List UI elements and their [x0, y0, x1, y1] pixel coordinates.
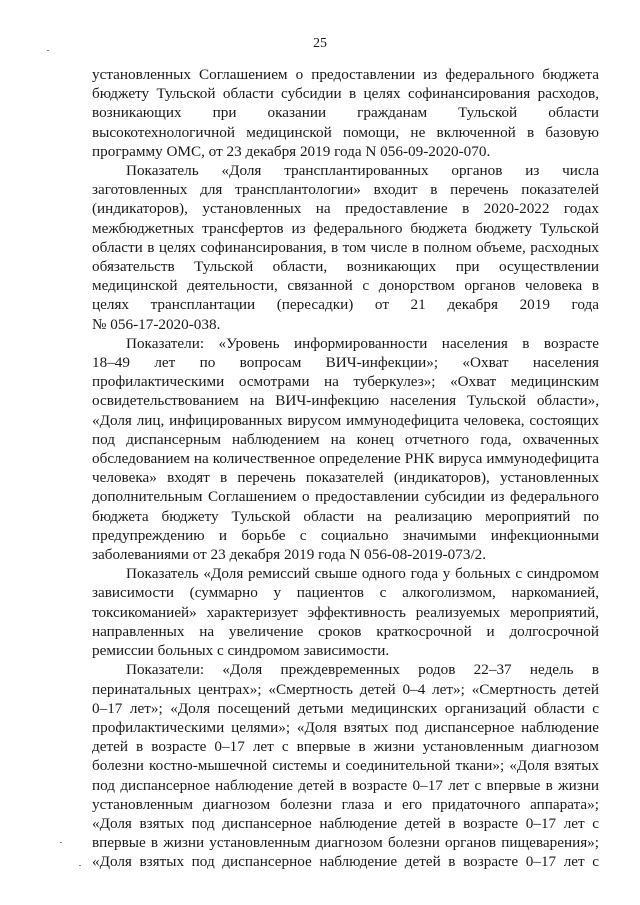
text-line: перинатальных центрах»; «Смертность детей 0–4 лет»; «Смертность детей — [92, 680, 599, 698]
text-line: «Доля взятых под диспансерное наблюдение детей в возрасте 0–17 лет с — [92, 814, 599, 832]
text-line: профилактическими осмотрами на туберкулез»; «Охват медицинским — [92, 373, 599, 391]
text-line: Показатели: «Уровень информированности населения в возрасте — [126, 334, 599, 352]
text-line: заготовленных для трансплантологии» входит в перечень показателей — [92, 181, 599, 199]
text-line: (индикаторов), установленных на предоставление в 2020-2022 годах — [92, 200, 599, 218]
text-line: обследованием на количественное определение РНК вируса иммунодефицита — [92, 450, 599, 468]
text-line: бюджету Тульской области субсидии в целях софинансирования расходов, — [92, 85, 599, 103]
scan-speck — [47, 50, 49, 51]
text-line: заболеваниями от 23 декабря 2019 года N 056-08-2019-073/2. — [92, 546, 487, 564]
scan-speck — [60, 842, 62, 843]
text-line: профилактическими целями»; «Доля взятых под диспансерное наблюдение — [92, 718, 599, 736]
text-line: «Доля лиц, инфицированных вирусом иммунодефицита человека, состоящих — [92, 411, 599, 429]
text-line: целях трансплантации (пересадки) от 21 декабря 2019 года — [92, 296, 599, 314]
text-line: области в целях софинансирования, в том числе в полном объеме, расходных — [92, 238, 599, 256]
text-line: освидетельствованием на ВИЧ-инфекцию населения Тульской области», — [92, 392, 599, 410]
text-line: токсикоманией» характеризует эффективность реализуемых мероприятий, — [92, 603, 599, 621]
paragraph-agreement-omc — [92, 65, 599, 161]
paragraph-transplant-indicator — [92, 161, 599, 334]
paragraph-child-health-indicators — [92, 660, 599, 871]
text-line: ремиссии больных с синдромом зависимости. — [92, 642, 390, 660]
paragraph-hiv-indicators — [92, 334, 599, 564]
page-number: 25 — [313, 36, 327, 51]
text-line: возникающих при оказании гражданам Тульской области — [92, 104, 599, 122]
document-body — [92, 65, 599, 872]
text-line: 0–17 лет»; «Доля посещений детьми медицинских организаций области с — [92, 699, 599, 717]
text-line: обязательств Тульской области, возникающих при осуществлении — [92, 258, 599, 276]
scan-speck — [79, 865, 81, 866]
text-line: впервые в жизни установленным диагнозом болезни органов пищеварения»; — [92, 834, 599, 852]
text-line: высокотехнологичной медицинской помощи, не включенной в базовую — [92, 123, 599, 141]
paragraph-remission-indicator — [92, 564, 599, 660]
text-line: детей в возрасте 0–17 лет с впервые в жизни установленным диагнозом — [92, 738, 599, 756]
text-line: Показатели: «Доля преждевременных родов 22–37 недель в — [126, 661, 599, 679]
text-line: Показатель «Доля трансплантированных органов из числа — [126, 162, 599, 180]
text-line: бюджета бюджету Тульской области на реализацию мероприятий по — [92, 507, 599, 525]
text-line: под диспансерное наблюдение детей в возрасте 0–17 лет с впервые в жизни — [92, 776, 599, 794]
text-line: № 056-17-2020-038. — [92, 315, 221, 333]
text-line: зависимости (суммарно у пациентов с алкоголизмом, наркоманией, — [92, 584, 599, 602]
text-line: под диспансерным наблюдением на конец отчетного года, охваченных — [92, 430, 599, 448]
text-line: болезни костно-мышечной системы и соединительной ткани»; «Доля взятых — [92, 757, 599, 775]
text-line: дополнительным Соглашением о предоставлении субсидии из федерального — [92, 488, 599, 506]
text-line: межбюджетных трансфертов из федерального бюджета бюджету Тульской — [92, 219, 599, 237]
text-line: Показатель «Доля ремиссий свыше одного года у больных с синдромом — [126, 565, 599, 583]
text-line: программу ОМС, от 23 декабря 2019 года N 056-09-2020-070. — [92, 142, 491, 160]
text-line: установленным диагнозом болезни глаза и его придаточного аппарата»; — [92, 795, 599, 813]
text-line: 18–49 лет по вопросам ВИЧ-инфекции»; «Охват населения — [92, 354, 599, 372]
text-line: установленных Соглашением о предоставлении из федерального бюджета — [92, 66, 599, 83]
text-line: медицинской деятельности, связанной с донорством органов человека в — [92, 277, 599, 295]
text-line: направленных на увеличение сроков краткосрочной и долгосрочной — [92, 622, 599, 640]
text-line: предупреждению и борьбе с социально значимыми инфекционными — [92, 526, 599, 544]
text-line: «Доля взятых под диспансерное наблюдение детей в возрасте 0–17 лет с — [92, 853, 599, 871]
text-line: человека» входят в перечень показателей (индикаторов), установленных — [92, 469, 599, 487]
